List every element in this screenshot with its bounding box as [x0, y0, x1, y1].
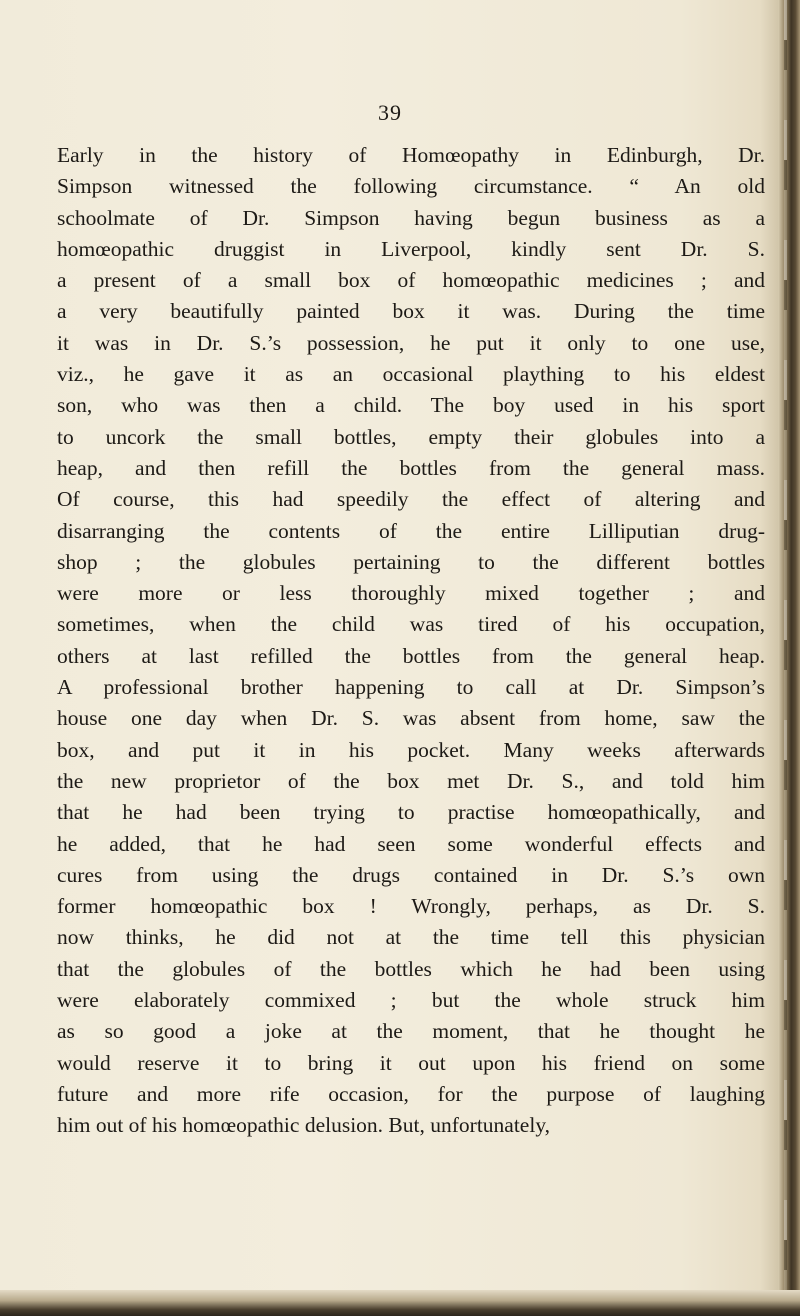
text-line: son, who was then a child. The boy used in his sport [57, 393, 765, 418]
text-line: former homœopathic box ! Wrongly, perhaps, as Dr. S. [57, 894, 765, 919]
text-line: future and more rife occasion, for the purpose of laughing [57, 1081, 765, 1106]
text-line: as so good a joke at the moment, that he thought he [57, 1019, 765, 1044]
text-line: viz., he gave it as an occasional plaything to his eldest [57, 362, 765, 387]
text-line: Of course, this had speedily the effect of altering and [57, 487, 765, 512]
text-line: heap, and then refill the bottles from the general mass. [57, 455, 765, 480]
text-line: schoolmate of Dr. Simpson having begun business as a [57, 205, 765, 230]
text-line: Early in the history of Homœopathy in Edinburgh, Dr. [57, 143, 765, 167]
page-edge-shadow [778, 0, 800, 1316]
text-line: a very beautifully painted box it was. During the time [57, 299, 765, 324]
text-line: cures from using the drugs contained in Dr. S.’s own [57, 862, 765, 887]
page-number: 39 [378, 100, 402, 125]
text-line: shop ; the globules pertaining to the different bottles [57, 549, 765, 574]
text-line: a present of a small box of homœopathic medicines ; and [57, 268, 765, 293]
text-line: sometimes, when the child was tired of his occupation, [57, 612, 765, 637]
text-line: would reserve it to bring it out upon his friend on some [57, 1050, 765, 1075]
body-paragraph [57, 140, 765, 1142]
text-line: were elaborately commixed ; but the whole struck him [57, 988, 765, 1013]
text-line: Simpson witnessed the following circumstance. “ An old [57, 174, 765, 199]
text-line: the new proprietor of the box met Dr. S., and told him [57, 768, 765, 793]
text-line: A professional brother happening to call at Dr. Simpson’s [57, 675, 765, 700]
text-line: disarranging the contents of the entire Lilliputian drug- [57, 518, 765, 543]
text-line: he added, that he had seen some wonderful effects and [57, 831, 765, 856]
text-line: him out of his homœopathic delusion. But, unfortunately, [57, 1113, 551, 1138]
text-line: that he had been trying to practise homœopathically, and [57, 800, 765, 825]
text-line: box, and put it in his pocket. Many weeks afterwards [57, 737, 765, 762]
text-line: others at last refilled the bottles from the general heap. [57, 643, 765, 668]
text-line: it was in Dr. S.’s possession, he put it only to one use, [57, 330, 765, 355]
text-line: now thinks, he did not at the time tell this physician [57, 925, 765, 950]
page-bottom-shadow [0, 1290, 800, 1316]
text-line: house one day when Dr. S. was absent from home, saw the [57, 706, 765, 731]
text-line: to uncork the small bottles, empty their globules into a [57, 424, 765, 449]
text-line: were more or less thoroughly mixed together ; and [57, 581, 765, 606]
text-line: that the globules of the bottles which he had been using [57, 956, 765, 981]
text-line: homœopathic druggist in Liverpool, kindly sent Dr. S. [57, 236, 765, 261]
